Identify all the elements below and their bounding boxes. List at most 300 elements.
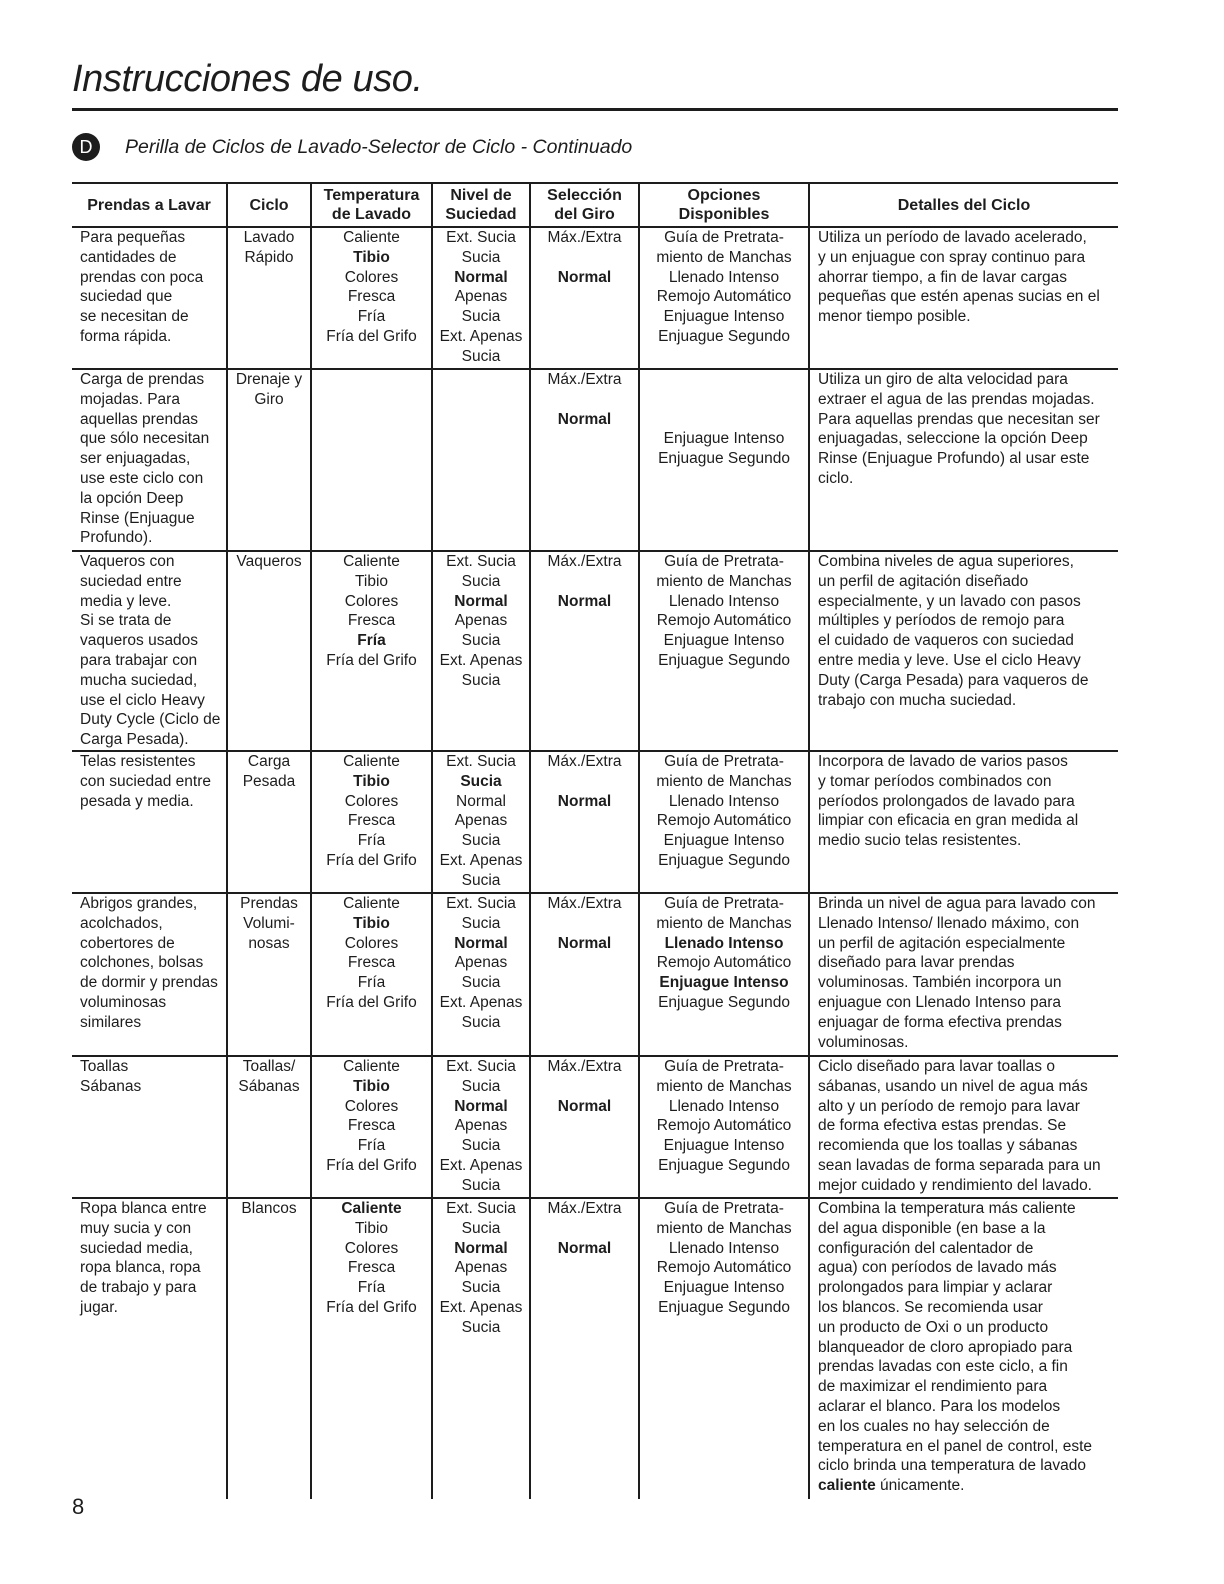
cell-line: de maximizar el rendimiento para: [818, 1378, 1048, 1396]
header-line: Temperatura: [323, 187, 420, 204]
cell-line: Guía de Pretrata-: [664, 1200, 784, 1217]
cell-line: Enjuague Intenso: [659, 974, 789, 992]
cell-giro: [529, 228, 638, 368]
cell-prendas: [72, 370, 226, 550]
cell-prendas: [72, 1057, 226, 1197]
cell-line: Llenado Intenso: [664, 934, 784, 952]
cell-line: Normal: [557, 1097, 612, 1115]
cell-line: medio sucio telas resistentes.: [818, 832, 1022, 850]
cell-line: Enjuague Segundo: [658, 1298, 790, 1316]
cell-line: Máx./Extra: [547, 229, 622, 246]
cell-line: Fría del Grifo: [326, 327, 417, 345]
cell-suciedad: [431, 552, 529, 750]
cell-line: aquellas prendas: [80, 410, 199, 428]
cell-prendas: [72, 894, 226, 1055]
cell-line: Guía de Pretrata-: [664, 229, 784, 246]
cell-line: Fresca: [347, 812, 396, 830]
cell-line: ciclo brinda una temperatura de lavado: [818, 1457, 1086, 1475]
cell-opciones: [638, 1057, 808, 1197]
cell-line: Remojo Automático: [656, 288, 792, 306]
header-suciedad: [431, 184, 529, 226]
cell-opciones: [638, 552, 808, 750]
cell-line: Fría del Grifo: [326, 651, 417, 669]
cell-line: Profundo).: [80, 529, 153, 547]
cell-suciedad: [431, 1057, 529, 1197]
cell-line: Ext. Apenas: [439, 1298, 523, 1316]
cell-prendas: [72, 228, 226, 368]
cell-line-part: caliente: [818, 1477, 876, 1495]
cell-line: extraer el agua de las prendas mojadas.: [818, 390, 1095, 408]
cell-line: prolongados para limpiar y aclarar: [818, 1279, 1053, 1297]
cell-line: Sucia: [461, 1137, 501, 1155]
cell-line: con suciedad entre: [80, 772, 211, 790]
cell-line: Máx./Extra: [547, 553, 622, 570]
cell-line: Tibio: [354, 572, 389, 590]
cell-line: Sucia: [461, 1219, 501, 1237]
cell-line: recomienda que los toallas y sábanas: [818, 1137, 1078, 1155]
cell-line: Carga: [247, 753, 291, 770]
cell-line: Normal: [557, 410, 612, 428]
title-underline: [72, 108, 1118, 111]
cell-line: forma rápida.: [80, 327, 172, 345]
cell-line: se necesitan de: [80, 308, 189, 326]
cell-line: Enjuague Intenso: [663, 430, 785, 448]
cell-detalles: [808, 894, 1118, 1055]
cell-line: enjuagar de forma efectiva prendas: [818, 1013, 1062, 1031]
cell-line: alto y un período de remojo para lavar: [818, 1097, 1080, 1115]
cell-line: ropa blanca, ropa: [80, 1259, 201, 1277]
cell-line: suciedad media,: [80, 1239, 193, 1257]
cell-line: suciedad que: [80, 288, 173, 306]
page-title: Instrucciones de uso.: [72, 58, 423, 100]
header-line: Disponibles: [678, 206, 770, 223]
cell-line: y tomar períodos combinados con: [818, 772, 1052, 790]
cell-line: un producto de Oxi o un producto: [818, 1318, 1049, 1336]
cell-giro: [529, 370, 638, 550]
cell-line: Caliente: [343, 553, 400, 570]
header-line: del Giro: [554, 206, 615, 223]
cell-line: Enjuague Segundo: [658, 1156, 790, 1174]
cell-line: Sucia: [460, 772, 502, 790]
cell-line: [818, 1476, 1118, 1496]
cell-line: Fría del Grifo: [326, 851, 417, 869]
cell-line: miento de Manchas: [656, 1219, 792, 1237]
cell-line: Remojo Automático: [656, 954, 792, 972]
cell-line: Sucia: [461, 1318, 501, 1336]
cell-line: cobertores de: [80, 934, 175, 952]
cell-line: acolchados,: [80, 914, 163, 932]
cell-line: Utiliza un período de lavado acelerado,: [818, 229, 1087, 246]
table-row: [72, 370, 1118, 552]
cell-temperatura: [310, 552, 431, 750]
cell-line: Tibio: [354, 1219, 389, 1237]
cell-prendas: [72, 752, 226, 892]
cell-line: Fría: [357, 308, 386, 326]
cell-ciclo: [226, 1057, 310, 1197]
cell-line: que sólo necesitan: [80, 430, 210, 448]
cell-line: miento de Manchas: [656, 572, 792, 590]
table-row: [72, 552, 1118, 752]
cell-line: Colores: [344, 592, 399, 610]
cell-line: Rinse (Enjuague Profundo) al usar este: [818, 450, 1090, 468]
cell-line: pesada y media.: [80, 792, 194, 810]
cell-line: enjuague con Llenado Intenso para: [818, 993, 1062, 1011]
cell-line: Lavado: [243, 229, 295, 246]
cell-line: Enjuague Segundo: [658, 327, 790, 345]
cell-line: Normal: [557, 592, 612, 610]
cell-line: Ext. Sucia: [446, 1058, 516, 1075]
cell-line: Fría: [357, 832, 386, 850]
cell-line: Enjuague Segundo: [658, 851, 790, 869]
cell-detalles: [808, 1057, 1118, 1197]
cell-line: Sábanas: [80, 1077, 142, 1095]
cell-line: Ciclo diseñado para lavar toallas o: [818, 1058, 1055, 1075]
cell-line: Fresca: [347, 612, 396, 630]
cell-line: prendas lavadas con este ciclo, a fin: [818, 1358, 1068, 1376]
cell-giro: [529, 1199, 638, 1499]
cell-line: Normal: [454, 592, 508, 610]
cell-line: Enjuague Intenso: [663, 1137, 785, 1155]
cell-line: Toallas: [80, 1058, 129, 1075]
cell-line: Prendas: [240, 895, 298, 912]
table-row: [72, 752, 1118, 894]
cell-line: Fría del Grifo: [326, 993, 417, 1011]
cell-line: ser enjuagadas,: [80, 450, 191, 468]
table-row: [72, 894, 1118, 1057]
header-line: de Lavado: [331, 206, 412, 223]
cell-line: Apenas: [454, 288, 508, 306]
cell-line: Sucia: [461, 347, 501, 365]
cell-line: un perfil de agitación especialmente: [818, 934, 1066, 952]
cell-line: Fresca: [347, 1117, 396, 1135]
header-line: Ciclo: [249, 196, 289, 214]
cell-line: Máx./Extra: [547, 1200, 622, 1217]
cell-line: Enjuague Segundo: [658, 651, 790, 669]
cell-line: Abrigos grandes,: [80, 895, 198, 912]
cell-line: Normal: [557, 1239, 612, 1257]
section-title: Perilla de Ciclos de Lavado-Selector de Ciclo - Continuado: [125, 136, 633, 158]
cell-line: y un enjuague con spray continuo para: [818, 248, 1086, 266]
cell-giro: [529, 1057, 638, 1197]
cell-line: Giro: [254, 390, 284, 408]
cell-line: Llenado Intenso: [668, 268, 780, 286]
cell-line: Fría: [357, 974, 386, 992]
cell-line: Ext. Apenas: [439, 651, 523, 669]
cell-line: Remojo Automático: [656, 1117, 792, 1135]
cell-line: Caliente: [343, 229, 400, 246]
cell-line: aclarar el blanco. Para los modelos: [818, 1397, 1061, 1415]
cell-line: Sucia: [461, 671, 501, 689]
cell-line: Sucia: [461, 1176, 501, 1194]
cell-giro: [529, 894, 638, 1055]
cell-line: Llenado Intenso: [668, 592, 780, 610]
cell-line: múltiples y períodos de remojo para: [818, 612, 1065, 630]
cell-line: Duty (Carga Pesada) para vaqueros de: [818, 671, 1089, 689]
cell-suciedad: [431, 894, 529, 1055]
cell-line: del agua disponible (en base a la: [818, 1219, 1046, 1237]
cell-line: Sucia: [461, 308, 501, 326]
cell-line: Sucia: [461, 1013, 501, 1031]
cell-line: Colores: [344, 934, 399, 952]
cell-line: voluminosas.: [818, 1033, 909, 1051]
cell-ciclo: [226, 1199, 310, 1499]
cell-temperatura: [310, 894, 431, 1055]
cell-line: Guía de Pretrata-: [664, 895, 784, 912]
header-detalles: [808, 184, 1118, 226]
cell-line: de trabajo y para: [80, 1279, 197, 1297]
cell-detalles: [808, 552, 1118, 750]
cell-line: Guía de Pretrata-: [664, 1058, 784, 1075]
cell-line: Ext. Apenas: [439, 993, 523, 1011]
cell-line: Colores: [344, 1097, 399, 1115]
cell-line: Tibio: [353, 1077, 390, 1095]
cell-line: nosas: [248, 934, 290, 952]
cell-line: Drenaje y: [235, 371, 303, 388]
cell-line: trabajo con mucha suciedad.: [818, 691, 1017, 709]
cell-line: Sucia: [461, 871, 501, 889]
cell-line: Apenas: [454, 612, 508, 630]
cell-line: sean lavadas de forma separada para un: [818, 1156, 1101, 1174]
table-header-row: [72, 182, 1118, 228]
cell-line: Normal: [557, 268, 612, 286]
cell-ciclo: [226, 552, 310, 750]
cell-temperatura: [310, 1057, 431, 1197]
cell-prendas: [72, 552, 226, 750]
cell-line: Caliente: [341, 1200, 402, 1217]
cell-suciedad: [431, 228, 529, 368]
cell-line: jugar.: [80, 1298, 118, 1316]
cell-line: configuración del calentador de: [818, 1239, 1034, 1257]
cell-line: colchones, bolsas: [80, 954, 204, 972]
cell-line: ahorrar tiempo, a fin de lavar cargas: [818, 268, 1067, 286]
cell-line: temperatura en el panel de control, este: [818, 1437, 1093, 1455]
table-row: [72, 1057, 1118, 1199]
cell-line: los blancos. Se recomienda usar: [818, 1298, 1043, 1316]
cell-line: Colores: [344, 1239, 399, 1257]
cell-line: Ext. Sucia: [446, 553, 516, 570]
cell-line: Utiliza un giro de alta velocidad para: [818, 371, 1068, 388]
header-line: Detalles del Ciclo: [897, 196, 1031, 214]
cell-line: Sucia: [461, 1279, 501, 1297]
cell-line: Normal: [557, 934, 612, 952]
cell-line: Máx./Extra: [547, 1058, 622, 1075]
cell-line: Tibio: [353, 248, 390, 266]
cell-line: Caliente: [343, 1058, 400, 1075]
cell-opciones: [638, 370, 808, 550]
cell-line: Combina la temperatura más caliente: [818, 1200, 1076, 1217]
cell-line: Sábanas: [238, 1077, 300, 1095]
cell-line: Rinse (Enjuague: [80, 509, 195, 527]
cell-line: Ext. Sucia: [446, 1200, 516, 1217]
cell-temperatura: [310, 370, 431, 550]
page-number: 8: [72, 1494, 85, 1519]
header-line: Suciedad: [445, 206, 517, 223]
cell-line: ciclo.: [818, 469, 854, 487]
cell-detalles: [808, 752, 1118, 892]
cell-line: Pesada: [242, 772, 296, 790]
table-row: [72, 228, 1118, 370]
cell-line: Máx./Extra: [547, 753, 622, 770]
cell-opciones: [638, 894, 808, 1055]
cell-opciones: [638, 1199, 808, 1499]
cell-line: Apenas: [454, 1117, 508, 1135]
cell-line: enjuagadas, seleccione la opción Deep: [818, 430, 1088, 448]
cell-prendas: [72, 1199, 226, 1499]
cell-line: Sucia: [461, 914, 501, 932]
cell-line: Carga de prendas: [80, 371, 205, 388]
cell-ciclo: [226, 228, 310, 368]
cell-line: Sucia: [461, 572, 501, 590]
cell-line: Caliente: [343, 753, 400, 770]
header-temperatura: [310, 184, 431, 226]
cell-line: media y leve.: [80, 592, 172, 610]
header-ciclo: [226, 184, 310, 226]
cell-line: prendas con poca: [80, 268, 204, 286]
header-line: Prendas a Lavar: [87, 196, 211, 214]
cell-line: Enjuague Intenso: [663, 832, 785, 850]
cell-opciones: [638, 752, 808, 892]
cell-line: Apenas: [454, 954, 508, 972]
header-opciones: [638, 184, 808, 226]
cell-line: Carga Pesada).: [80, 731, 189, 749]
cell-line: Fría del Grifo: [326, 1298, 417, 1316]
cell-line: Ext. Apenas: [439, 851, 523, 869]
cell-line: Llenado Intenso: [668, 1097, 780, 1115]
cell-line: mejor cuidado y rendimiento del lavado.: [818, 1176, 1092, 1194]
cell-line: Normal: [454, 268, 508, 286]
cell-line: Ext. Apenas: [439, 327, 523, 345]
cell-line: voluminosas. También incorpora un: [818, 974, 1062, 992]
cell-line: vaqueros usados: [80, 632, 199, 650]
header-prendas: [72, 184, 226, 226]
cell-line: de forma efectiva estas prendas. Se: [818, 1117, 1067, 1135]
cell-line: Tibio: [353, 772, 390, 790]
cell-line: Ext. Sucia: [446, 229, 516, 246]
cell-detalles: [808, 370, 1118, 550]
cell-line: Sucia: [461, 832, 501, 850]
cell-line: Telas resistentes: [80, 753, 196, 770]
cell-line: la opción Deep: [80, 489, 184, 507]
cell-line: especialmente, y un lavado con pasos: [818, 592, 1081, 610]
cell-opciones: [638, 228, 808, 368]
cell-line: diseñado para lavar prendas: [818, 954, 1015, 972]
cell-line: Colores: [344, 792, 399, 810]
cell-line: Remojo Automático: [656, 1259, 792, 1277]
cell-line: blanqueador de cloro apropiado para: [818, 1338, 1073, 1356]
cell-line: Remojo Automático: [656, 812, 792, 830]
cell-line: limpiar con eficacia en gran medida al: [818, 812, 1079, 830]
cell-line: de dormir y prendas: [80, 974, 218, 992]
cell-line: Fresca: [347, 288, 396, 306]
cell-line: Enjuague Intenso: [663, 308, 785, 326]
cell-line: Normal: [454, 934, 508, 952]
cell-line: Caliente: [343, 895, 400, 912]
cell-line: Fría: [357, 1137, 386, 1155]
cell-line: Blancos: [241, 1200, 297, 1217]
cell-line: Sucia: [461, 248, 501, 266]
cell-ciclo: [226, 894, 310, 1055]
cell-temperatura: [310, 752, 431, 892]
cell-line: miento de Manchas: [656, 914, 792, 932]
cell-line: Toallas/: [242, 1058, 296, 1075]
cell-temperatura: [310, 228, 431, 368]
cell-ciclo: [226, 752, 310, 892]
cell-line: Vaqueros con: [80, 553, 175, 570]
section-marker-badge: D: [72, 133, 100, 161]
cell-line: Brinda un nivel de agua para lavado con: [818, 895, 1096, 912]
cell-temperatura: [310, 1199, 431, 1499]
cell-line: Volumi-: [243, 914, 295, 932]
cell-line: Ext. Sucia: [446, 895, 516, 912]
cell-line: Fría del Grifo: [326, 1156, 417, 1174]
cell-line: miento de Manchas: [656, 772, 792, 790]
cell-suciedad: [431, 370, 529, 550]
cell-line: miento de Manchas: [656, 1077, 792, 1095]
cell-detalles: [808, 228, 1118, 368]
cell-line: pequeñas que estén apenas sucias en el: [818, 288, 1100, 306]
cell-line: en los cuales no hay selección de: [818, 1417, 1050, 1435]
cell-line: Rápido: [244, 248, 294, 266]
cell-line: mucha suciedad,: [80, 671, 198, 689]
cell-line: Normal: [456, 792, 506, 810]
cell-line: Máx./Extra: [547, 371, 622, 388]
header-line: Nivel de: [450, 187, 512, 204]
cell-line: períodos prolongados de lavado para: [818, 792, 1075, 810]
cell-suciedad: [431, 1199, 529, 1499]
cell-line: menor tiempo posible.: [818, 308, 971, 326]
table-row: [72, 1199, 1118, 1499]
cell-line: Enjuague Intenso: [663, 1279, 785, 1297]
cell-line: Incorpora de lavado de varios pasos: [818, 753, 1068, 770]
cell-line: Colores: [344, 268, 399, 286]
cell-line: Fría: [357, 632, 386, 650]
cell-line: Si se trata de: [80, 612, 172, 630]
cell-line: Máx./Extra: [547, 895, 622, 912]
cell-line: Sucia: [461, 974, 501, 992]
cell-line: Tibio: [353, 914, 390, 932]
wash-cycle-table: [72, 182, 1118, 1499]
cell-line: Llenado Intenso: [668, 792, 780, 810]
cell-giro: [529, 552, 638, 750]
cell-line: Para aquellas prendas que necesitan ser: [818, 410, 1100, 428]
header-line: Opciones: [687, 187, 761, 204]
cell-line: similares: [80, 1013, 142, 1031]
cell-line: Enjuague Intenso: [663, 632, 785, 650]
cell-line: Ext. Apenas: [439, 1156, 523, 1174]
cell-line: entre media y leve. Use el ciclo Heavy: [818, 651, 1081, 669]
cell-line: para trabajar con: [80, 651, 198, 669]
cell-line: Fresca: [347, 954, 396, 972]
cell-line: el cuidado de vaqueros con suciedad: [818, 632, 1074, 650]
cell-giro: [529, 752, 638, 892]
cell-line: Enjuague Segundo: [658, 993, 790, 1011]
cell-line: Guía de Pretrata-: [664, 753, 784, 770]
cell-line: Apenas: [454, 812, 508, 830]
cell-line: Fría: [357, 1279, 386, 1297]
cell-line: Normal: [454, 1239, 508, 1257]
cell-line: Llenado Intenso/ llenado máximo, con: [818, 914, 1080, 932]
cell-line: Fresca: [347, 1259, 396, 1277]
cell-line: suciedad entre: [80, 572, 182, 590]
cell-line: Para pequeñas: [80, 229, 186, 246]
cell-line: mojadas. Para: [80, 390, 180, 408]
cell-line: Remojo Automático: [656, 612, 792, 630]
cell-line: Duty Cycle (Ciclo de: [80, 711, 221, 729]
cell-line: cantidades de: [80, 248, 177, 266]
header-line: Selección: [547, 187, 622, 204]
cell-suciedad: [431, 752, 529, 892]
cell-line: Ropa blanca entre: [80, 1200, 207, 1217]
